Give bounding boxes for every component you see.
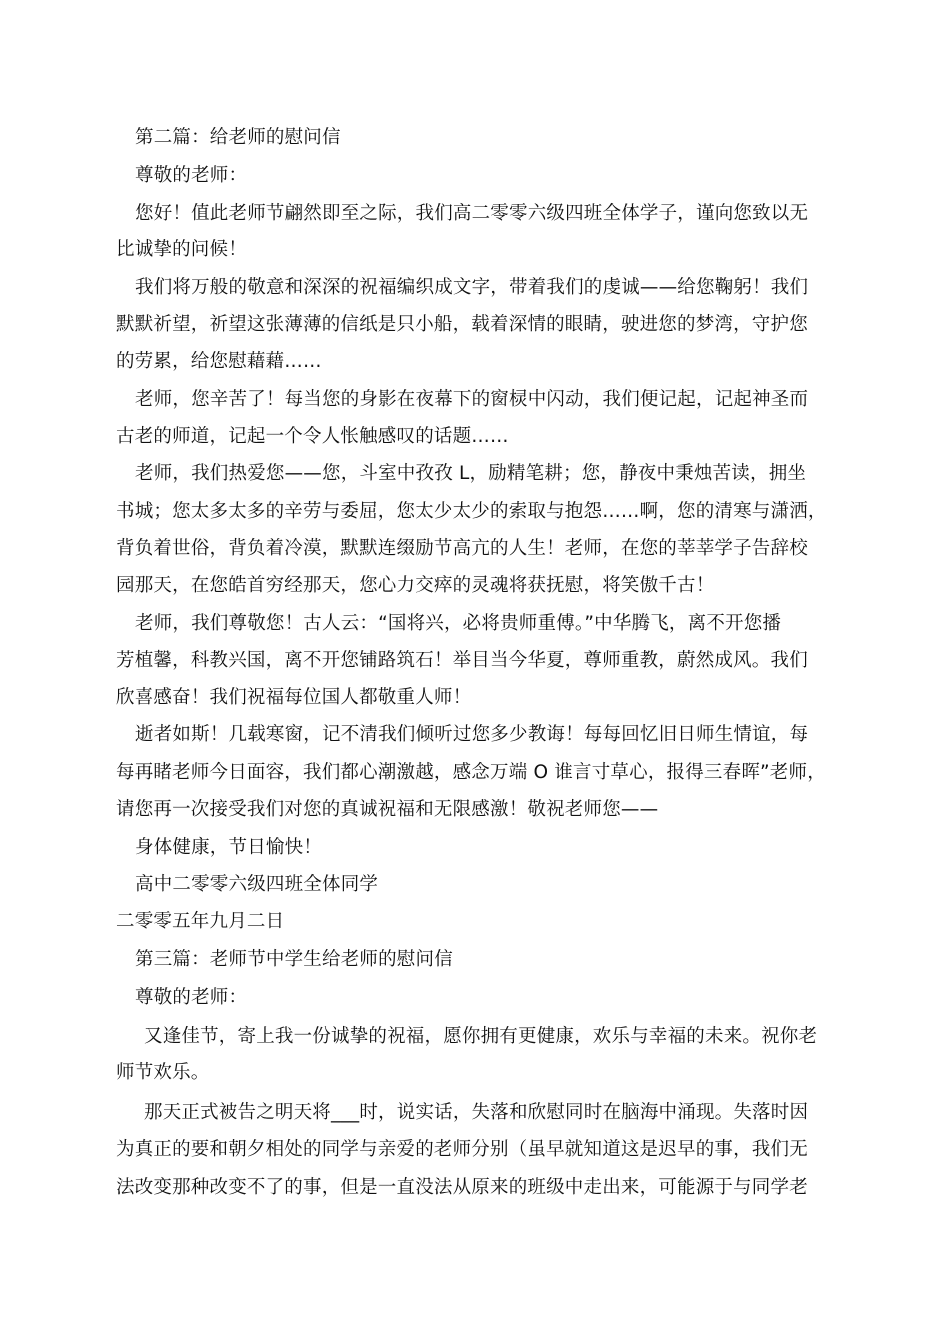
- section2-p1-line1: 您好！值此老师节翩然即至之际，我们高二零零六级四班全体学子，谨向您致以无: [135, 203, 809, 224]
- section2-date: 二零零五年九月二日: [116, 911, 285, 932]
- section2-p6-line2: 每再睹老师今日面容，我们都心潮激越，感念万端 O 谁言寸草心，报得三春晖”老师，: [116, 762, 826, 783]
- section2-closing: 身体健康，节日愉快！: [135, 837, 323, 858]
- section2-p2-line2: 默默祈望，祈望这张薄薄的信纸是只小船，载着深情的眼睛，驶进您的梦湾，守护您: [116, 314, 808, 335]
- section2-p3-line1: 老师，您辛苦了！每当您的身影在夜幕下的窗棂中闪动，我们便记起，记起神圣而: [135, 389, 809, 410]
- section3-p2-line2: 为真正的要和朝夕相处的同学与亲爱的老师分别（虽早就知道这是迟早的事，我们无: [116, 1139, 808, 1160]
- section2-p4-line3: 背负着世俗，背负着冷漠，默默连缀励节高亢的人生！老师，在您的莘莘学子告辞校: [116, 538, 808, 559]
- section2-p4-line1: 老师，我们热爱您——您，斗室中孜孜 L，励精笔耕；您，静夜中秉烛苦读，拥坐: [135, 463, 807, 484]
- section3-p1-line1: 又逢佳节，寄上我一份诚挚的祝福，愿你拥有更健康，欢乐与幸福的未来。祝你老: [144, 1026, 818, 1047]
- section2-title: 第二篇：给老师的慰问信: [135, 127, 341, 148]
- section2-p5-line3: 欣喜感奋！我们祝福每位国人都敬重人师！: [116, 687, 472, 708]
- section2-p1-line2: 比诚挚的问候！: [116, 239, 247, 260]
- section2-p4-line4: 园那天，在您皓首穷经那天，您心力交瘁的灵魂将获抚慰，将笑傲千古！: [116, 575, 715, 596]
- section2-signature: 高中二零零六级四班全体同学: [135, 874, 379, 895]
- section2-p2-line1: 我们将万般的敬意和深深的祝福编织成文字，带着我们的虔诚——给您鞠躬！我们: [135, 277, 809, 298]
- section2-p5-line2: 芳植馨，科教兴国，离不开您铺路筑石！举目当今华夏，尊师重教，蔚然成风。我们: [116, 650, 808, 671]
- section2-salutation: 尊敬的老师：: [135, 165, 248, 186]
- section2-p6-line1: 逝者如斯！几载寒窗，记不清我们倾听过您多少教诲！每每回忆旧日师生情谊，每: [135, 724, 809, 745]
- section3-title: 第三篇：老师节中学生给老师的慰问信: [135, 949, 453, 970]
- section2-p4-line2: 书城；您太多太多的辛劳与委屈，您太少太少的索取与抱怨……啊，您的清寒与潇洒，: [116, 501, 827, 522]
- section3-p2-line3: 法改变那种改变不了的事，但是一直没法从原来的班级中走出来，可能源于与同学老: [116, 1177, 808, 1198]
- section2-p5-line1: 老师，我们尊敬您！古人云：“国将兴，必将贵师重傅。”中华腾飞，离不开您播: [135, 613, 782, 634]
- section3-salutation: 尊敬的老师：: [135, 987, 248, 1008]
- section2-p3-line2: 古老的师道，记起一个令人怅触感叹的话题……: [116, 426, 509, 447]
- section2-p6-line3: 请您再一次接受我们对您的真诚祝福和无限感激！敬祝老师您——: [116, 799, 659, 820]
- section3-p2-line1: 那天正式被告之明天将___时，说实话，失落和欣慰同时在脑海中涌现。失落时因: [144, 1102, 809, 1123]
- section2-p2-line3: 的劳累，给您慰藉藉……: [116, 351, 322, 372]
- section3-p1-line2: 师节欢乐。: [116, 1062, 210, 1083]
